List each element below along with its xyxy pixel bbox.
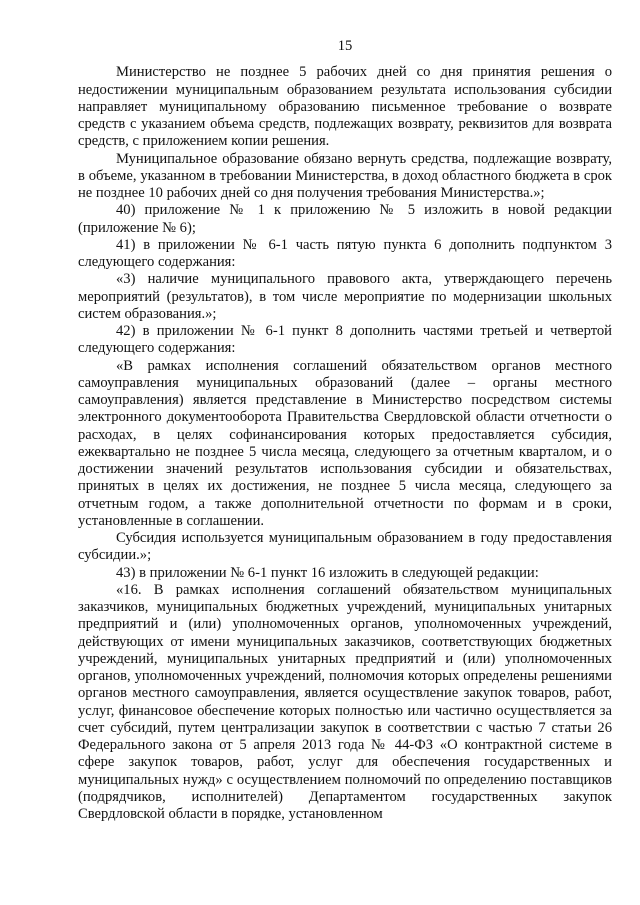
- paragraph: Муниципальное образование обязано вернуть средства, подлежащие возврату, в объеме, указанном в требовании Министерства, в доход областного бюджета в срок не позднее 10 рабочих дней со дня получения требования Министерства.»;: [78, 150, 612, 201]
- document-page: [78, 38, 612, 823]
- paragraph: 42) в приложении № 6-1 пункт 8 дополнить частями третьей и четвертой следующего содержания:: [78, 323, 612, 357]
- paragraph: 43) в приложении № 6-1 пункт 16 изложить в следующей редакции:: [116, 564, 539, 581]
- paragraph: 41) в приложении № 6-1 часть пятую пункта 6 дополнить подпунктом 3 следующего содержания:: [78, 236, 612, 270]
- paragraph: «В рамках исполнения соглашений обязательством органов местного самоуправления муниципальных образований (далее – органы местного самоуправления) является представление в Министерство посредством системы электронного документооборота Правительства Свердловской области отчетности о расходах, в целях софинансирования которых предоставляется субсидия, ежеквартально не позднее 5 числа месяца, следующего за отчетным кварталом, и о достижении значений результатов использования субсидии и обязательствах, принятых в целях их достижения, не позднее 5 числа месяца, следующего за отчетным годом, а также дополнительной отчетности по формам и в сроки, установленные в соглашении.: [78, 357, 612, 529]
- paragraph: Субсидия используется муниципальным образованием в году предоставления субсидии.»;: [78, 530, 612, 564]
- paragraph: «3) наличие муниципального правового акта, утверждающего перечень мероприятий (результатов), в том числе мероприятие по модернизации школьных систем образования.»;: [78, 271, 612, 322]
- paragraph: «16. В рамках исполнения соглашений обязательством муниципальных заказчиков, муниципальных бюджетных учреждений, муниципальных унитарных предприятий и (или) уполномоченных органов, уполномоченных учреждений, действующих от имени муниципальных заказчиков, соответствующих бюджетных учреждений, муниципальных унитарных предприятий и (или) уполномоченных органов, уполномоченных учреждений, полномочия которых определены решениями органов местного самоуправления, является осуществление закупок товаров, работ, услуг, финансовое обеспечение которых полностью или частично осуществляется за счет субсидий, путем централизации закупок в соответствии с частью 7 статьи 26 Федерального закона от 5 апреля 2013 года № 44-ФЗ «О контрактной системе в сфере закупок товаров, работ, услуг для обеспечения государственных и муниципальных нужд» с осуществлением полномочий по определению поставщиков (подрядчиков, исполнителей) Департаментом государственных закупок Свердловской области в порядке, установленном: [78, 581, 612, 822]
- paragraph: 40) приложение № 1 к приложению № 5 изложить в новой редакции (приложение № 6);: [78, 202, 612, 236]
- paragraph: Министерство не позднее 5 рабочих дней со дня принятия решения о недостижении муниципальным образованием результата использования субсидии направляет муниципальному образованию письменное требование о возврате средств с указанием объема средств, подлежащих возврату, реквизитов для возврата средств, с приложением копии решения.: [78, 64, 612, 150]
- page-number: 15: [337, 38, 353, 54]
